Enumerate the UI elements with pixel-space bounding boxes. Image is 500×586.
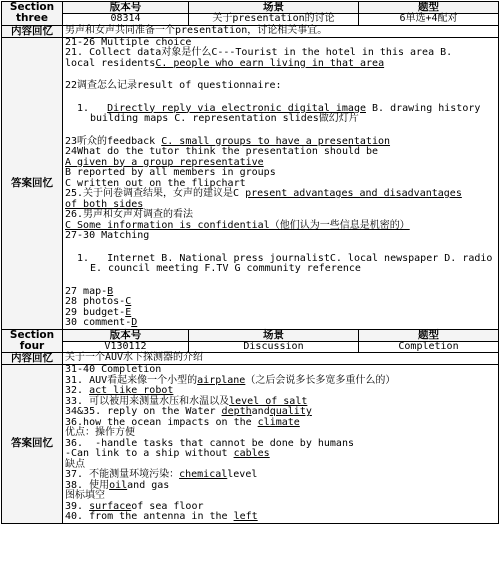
answer-line: 26.男声和女声对调查的看法 [65, 209, 194, 220]
answer-line: 23听众的feedback C. small groups to have a presentation [65, 135, 391, 147]
section3-header-row [2, 2, 499, 14]
content-recall-label: 内容回忆 [2, 25, 63, 37]
question-type-value: 6单选+4配对 [359, 14, 499, 26]
answer-underlined: Directly reply via electronic digital image [107, 102, 366, 114]
section4-answers [63, 365, 499, 524]
answer-line: 36. -handle tasks that cannot be done by humans [65, 437, 354, 449]
answer-line: 缺点 [65, 458, 85, 470]
answer-line: 36.how the ocean impacts on the climate [65, 416, 300, 428]
answer-line: building maps C. representation slides做幻灯片 [90, 113, 359, 124]
header-version: 版本号 [63, 2, 189, 14]
list-item: 1. Internet B. National press journalistC. local newspaper D. radio [77, 252, 493, 264]
answer-underlined: of both sides [65, 198, 144, 210]
section-label-line: Section [9, 328, 55, 341]
question-type-value: Completion [359, 341, 499, 353]
header-version: 版本号 [63, 329, 189, 341]
answer-recall-label: 答案回忆 [2, 37, 63, 329]
list-item: 1. Directly reply via electronic digital image B. drawing history [77, 102, 481, 114]
answer-line: 40. from the antenna in the left [65, 511, 258, 522]
section-label-line: three [16, 12, 48, 24]
header-question-type: 题型 [359, 2, 499, 14]
section4-header-row [2, 329, 499, 341]
answer-line: 图标填空 [65, 490, 105, 501]
answer-line: 38. 使用oiland gas [65, 479, 170, 491]
answer-line: 39. surfaceof sea floor [65, 500, 204, 512]
section-label-line: Section [9, 1, 55, 13]
matching-answer: 30 comment-D [65, 317, 138, 328]
answer-recall-label: 答案回忆 [2, 365, 63, 524]
section3-answer-row [2, 37, 499, 329]
section3-recall-row [2, 25, 499, 37]
section3-label [2, 2, 63, 26]
answer-line: 34&35. reply on the Water depthandquality [65, 406, 312, 417]
exam-recall-table [1, 1, 499, 524]
section4-recall-row [2, 353, 499, 365]
answer-line: 27-30 Matching [65, 230, 150, 241]
section4-label [2, 329, 63, 353]
answer-underlined: C Some information is confidential（他们认为一些信息是机密的） [65, 219, 410, 231]
answer-line: 37. 不能测量环境污染：chemicallevel [65, 469, 258, 480]
matching-answer: 27 map-B [65, 285, 114, 297]
content-recall-text: 关于一个AUV水下探测器的介绍 [63, 353, 499, 365]
answer-line: 32. act like robot [65, 385, 174, 396]
answer-line: 优点：操作方便 [65, 427, 135, 438]
section3-values-row [2, 14, 499, 26]
answer-line: 31. AUV看起来像一个小型的airplane（之后会说多长多宽多重什么的） [65, 374, 396, 386]
answer-line: 21-26 Multiple choice [65, 36, 192, 48]
answer-underlined: C. small groups to have a presentation [161, 135, 391, 147]
header-scene: 场景 [189, 2, 359, 14]
section-label-line: four [19, 339, 45, 352]
answer-underlined: present advantages and disadvantages [245, 188, 462, 199]
version-value: 08314 [63, 14, 189, 26]
matching-answer: 28 photos-C [65, 296, 132, 307]
answer-line: -Can link to a ship without cables [65, 448, 270, 459]
scene-value: 关于presentation的讨论 [189, 14, 359, 26]
answer-line: local residentsC. people who earn living in that area [65, 57, 385, 69]
content-recall-text: 男声和女声共同准备一个presentation，讨论相关事宜。 [63, 25, 499, 37]
answer-line: B reported by all members in groups [65, 167, 276, 178]
answer-line: 31-40 Completion [65, 364, 162, 375]
scene-value: Discussion [189, 341, 359, 353]
answer-line: E. council meeting F.TV G community reference [90, 263, 361, 274]
answer-line: 24What do the tutor think the presentation should be [65, 146, 379, 157]
answer-line: C written out on the flipchart [65, 177, 246, 189]
section4-values-row [2, 341, 499, 353]
answer-line: 33. 可以被用来测量水压和水温以及level of salt [65, 395, 308, 407]
answer-line: 21. Collect data对象是什么C---Tourist in the hotel in this area B. [65, 47, 453, 58]
answer-underlined: A given by a group representative [65, 156, 264, 168]
matching-answer: 29 budget-E [65, 306, 132, 318]
header-scene: 场景 [189, 329, 359, 341]
section3-answers [63, 37, 499, 329]
version-value: V130112 [63, 341, 189, 353]
content-recall-label: 内容回忆 [2, 353, 63, 365]
section4-answer-row [2, 365, 499, 524]
answer-underlined: C. people who earn living in that area [155, 57, 385, 69]
answer-line: 25.关于问卷调查结果，女声的建议是C present advantages and disadvantages [65, 188, 462, 199]
header-question-type: 题型 [359, 329, 499, 341]
answer-line: 22调查怎么记录result of questionnaire: [65, 80, 282, 91]
